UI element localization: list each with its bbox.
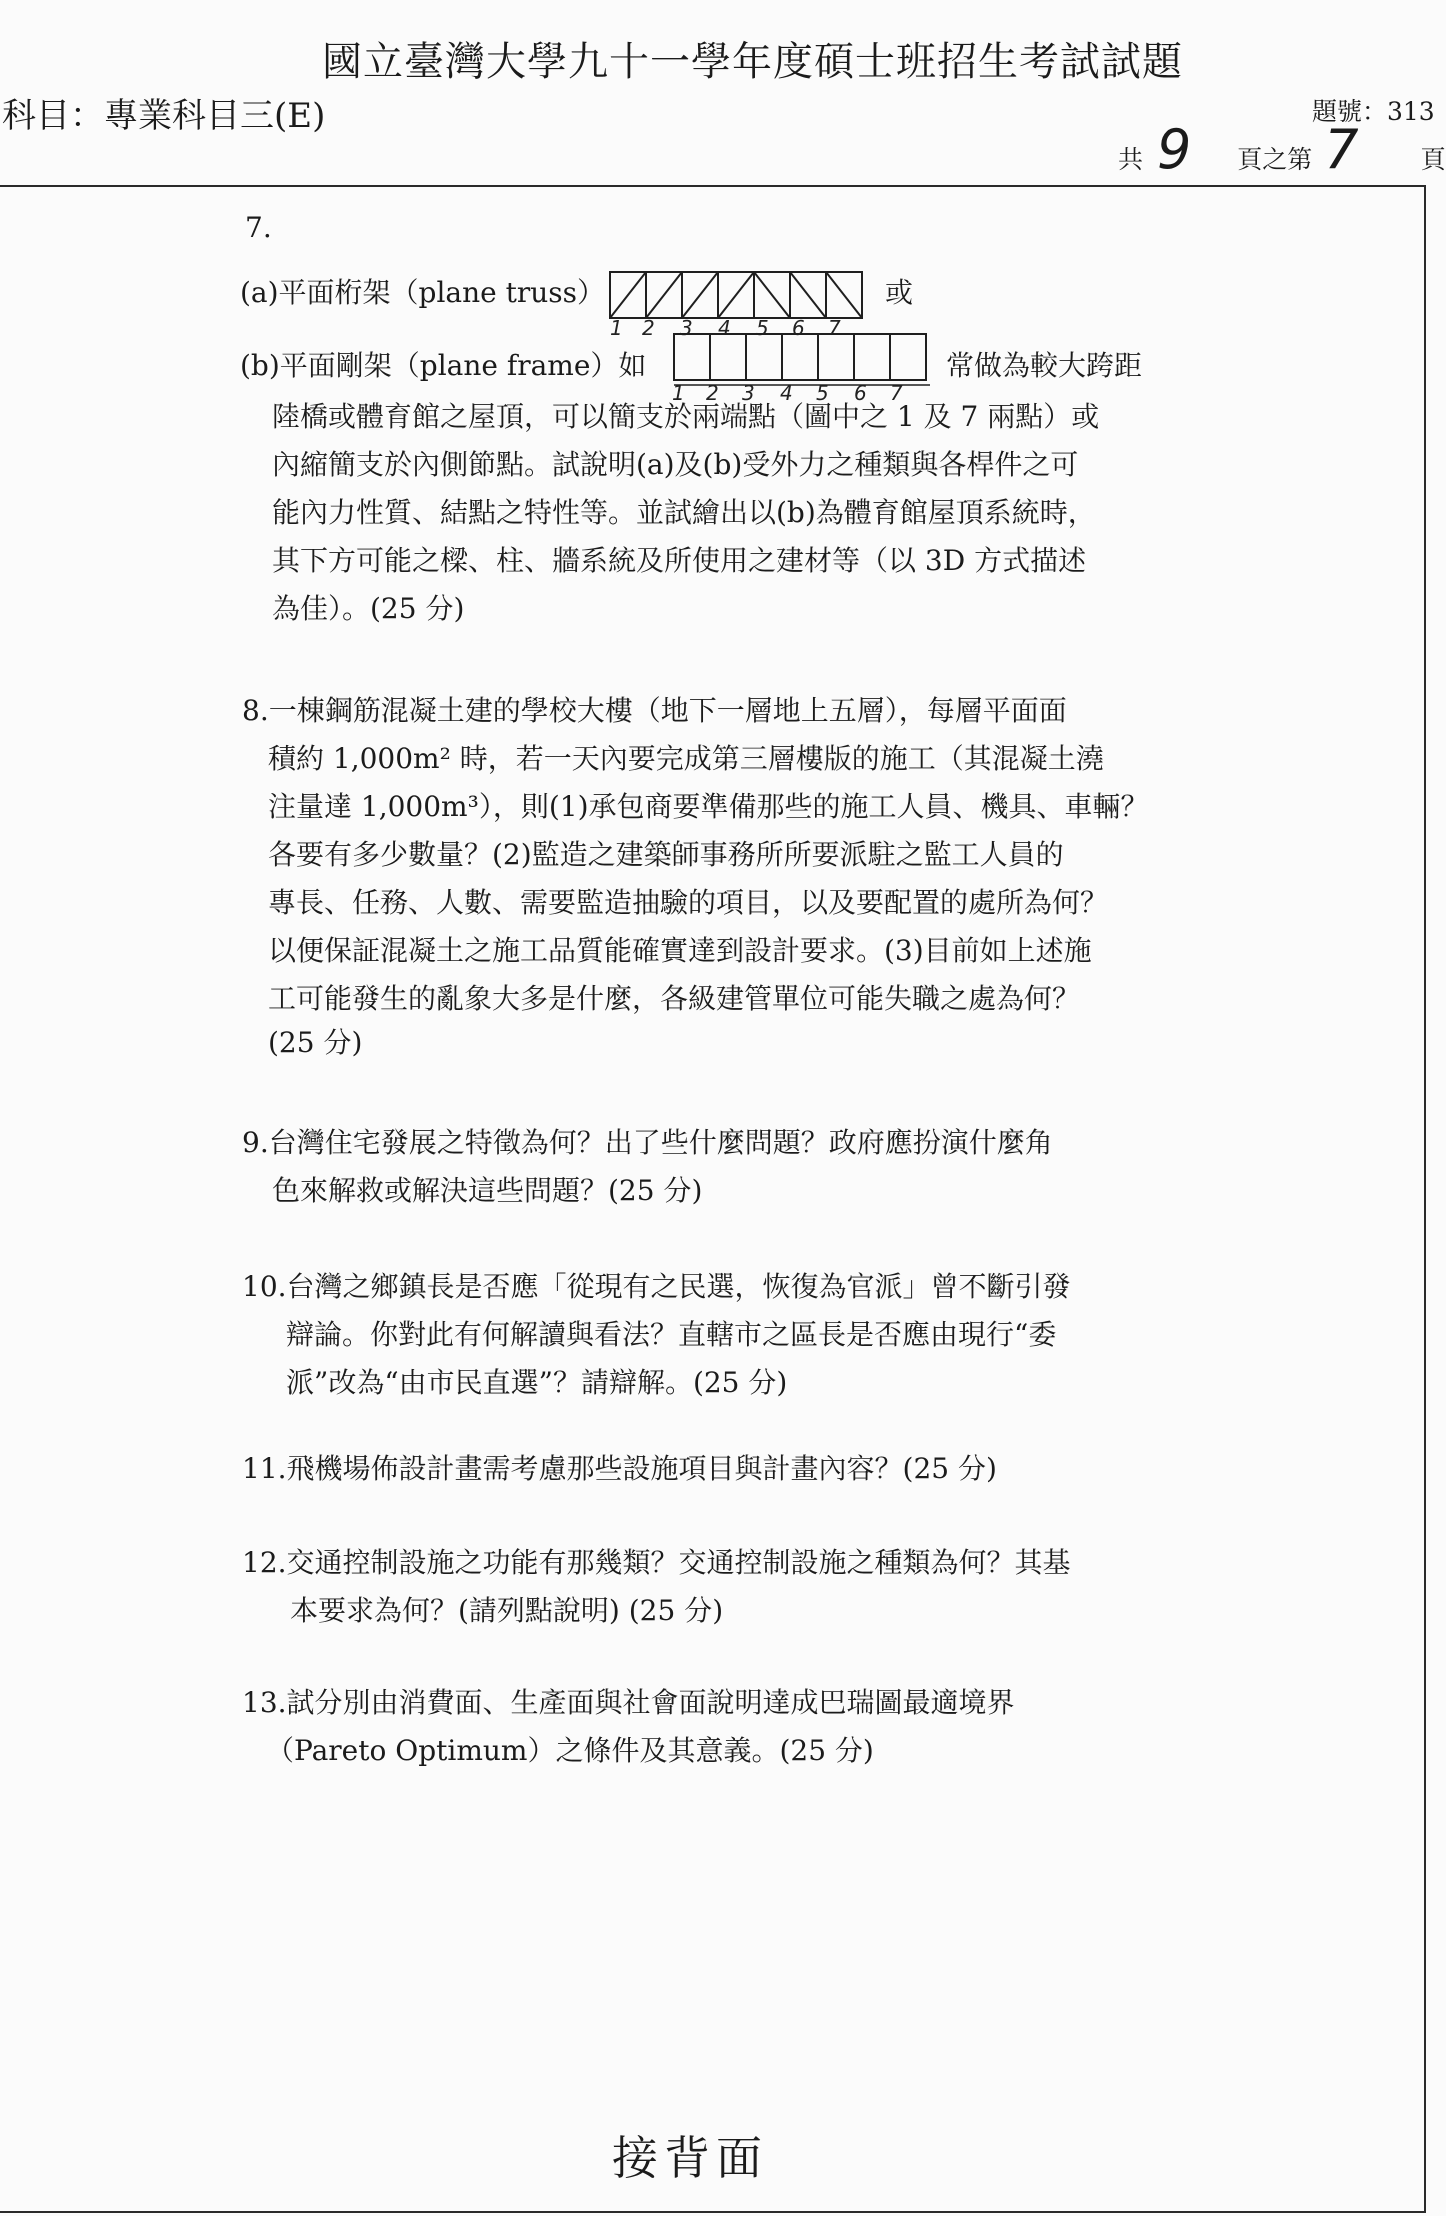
plane-frame-diagram xyxy=(670,330,934,405)
pages-current-handwritten: 7 xyxy=(1324,118,1359,181)
q13-line-1: 13.試分別由消費面、生產面與社會面說明達成巴瑞圖最適境界 xyxy=(242,1686,1015,1719)
q7-part-b: (b)平面剛架（plane frame）如 xyxy=(240,349,647,382)
q9-line-2: 色來解救或解決這些問題？(25 分) xyxy=(272,1174,703,1207)
q7-number: 7. xyxy=(245,211,272,244)
pages-suffix: 頁 xyxy=(1420,145,1446,174)
frame-node-2: 2 xyxy=(706,381,719,405)
q12-line-2: 本要求為何？(請列點說明) (25 分) xyxy=(290,1594,724,1627)
pages-total-handwritten: 9 xyxy=(1156,118,1192,181)
frame-node-5: 5 xyxy=(816,381,829,405)
q10-line-3: 派”改為“由市民直選”？請辯解。(25 分) xyxy=(286,1366,788,1399)
exam-title: 國立臺灣大學九十一學年度碩士班招生考試試題 xyxy=(322,39,1183,85)
subject-label: 科目：專業科目三(E) xyxy=(2,96,326,136)
q7-line-4: 其下方可能之樑、柱、牆系統及所使用之建材等（以 3D 方式描述 xyxy=(272,544,1087,577)
truss-node-3: 3 xyxy=(680,316,693,340)
page-count xyxy=(1118,118,1446,181)
pages-prefix: 共 xyxy=(1118,145,1144,174)
q8-line-5: 專長、任務、人數、需要監造抽驗的項目，以及要配置的處所為何？ xyxy=(268,886,1109,919)
frame-node-7: 7 xyxy=(890,381,903,405)
q8-line-6: 以便保証混凝土之施工品質能確實達到設計要求。(3)目前如上述施 xyxy=(268,934,1092,967)
q7-or: 或 xyxy=(885,276,914,309)
q8-line-2: 積約 1,000m² 時，若一天內要完成第三層樓版的施工（其混凝土澆 xyxy=(268,742,1104,775)
q7-line-1: 陸橋或體育館之屋頂，可以簡支於兩端點（圖中之 1 及 7 兩點）或 xyxy=(272,400,1100,433)
q9-line-1: 9.台灣住宅發展之特徵為何？出了些什麼問題？政府應扮演什麼角 xyxy=(242,1126,1053,1159)
truss-node-1: 1 xyxy=(610,316,623,340)
q8-line-1: 8.一棟鋼筋混凝土建的學校大樓（地下一層地上五層），每層平面面 xyxy=(242,694,1067,727)
q12-line-1: 12.交通控制設施之功能有那幾類？交通控制設施之種類為何？其基 xyxy=(242,1546,1071,1579)
truss-node-7: 7 xyxy=(828,316,841,340)
q10-line-2: 辯論。你對此有何解讀與看法？直轄市之區長是否應由現行“委 xyxy=(286,1318,1057,1351)
q8-line-8: (25 分) xyxy=(268,1026,363,1059)
pages-middle: 頁之第 xyxy=(1237,145,1313,174)
truss-node-6: 6 xyxy=(792,316,805,340)
frame-node-4: 4 xyxy=(780,381,793,405)
frame-node-3: 3 xyxy=(742,381,755,405)
truss-node-4: 4 xyxy=(718,316,731,340)
q8-line-4: 各要有多少數量？(2)監造之建築師事務所所要派駐之監工人員的 xyxy=(268,838,1064,871)
q11-line-1: 11.飛機場佈設計畫需考慮那些設施項目與計畫內容？(25 分) xyxy=(242,1452,997,1485)
q13-line-2: （Pareto Optimum）之條件及其意義。(25 分) xyxy=(266,1734,874,1767)
q7-line-5: 為佳）。(25 分) xyxy=(272,592,465,625)
question-id: 題號：313 xyxy=(1312,97,1435,126)
truss-node-2: 2 xyxy=(642,316,655,340)
q7-part-a: (a)平面桁架（plane truss） xyxy=(240,276,606,309)
q7-part-b-continuation: 常做為較大跨距 xyxy=(946,349,1143,382)
q8-line-7: 工可能發生的亂象大多是什麼，各級建管單位可能失職之處為何？ xyxy=(268,982,1081,1015)
q7-line-3: 能內力性質、結點之特性等。並試繪出以(b)為體育館屋頂系統時， xyxy=(272,496,1096,529)
q10-line-1: 10.台灣之鄉鎮長是否應「從現有之民選，恢復為官派」曾不斷引發 xyxy=(242,1270,1071,1303)
q8-line-3: 注量達 1,000m³），則(1)承包商要準備那些的施工人員、機具、車輛？ xyxy=(268,790,1149,823)
q7-line-2: 內縮簡支於內側節點。試說明(a)及(b)受外力之種類與各桿件之可 xyxy=(272,448,1079,481)
plane-truss-diagram xyxy=(606,268,866,340)
continue-on-back-note: 接背面 xyxy=(612,2131,768,2185)
frame-node-1: 1 xyxy=(672,381,685,405)
frame-node-6: 6 xyxy=(854,381,867,405)
truss-node-5: 5 xyxy=(756,316,769,340)
